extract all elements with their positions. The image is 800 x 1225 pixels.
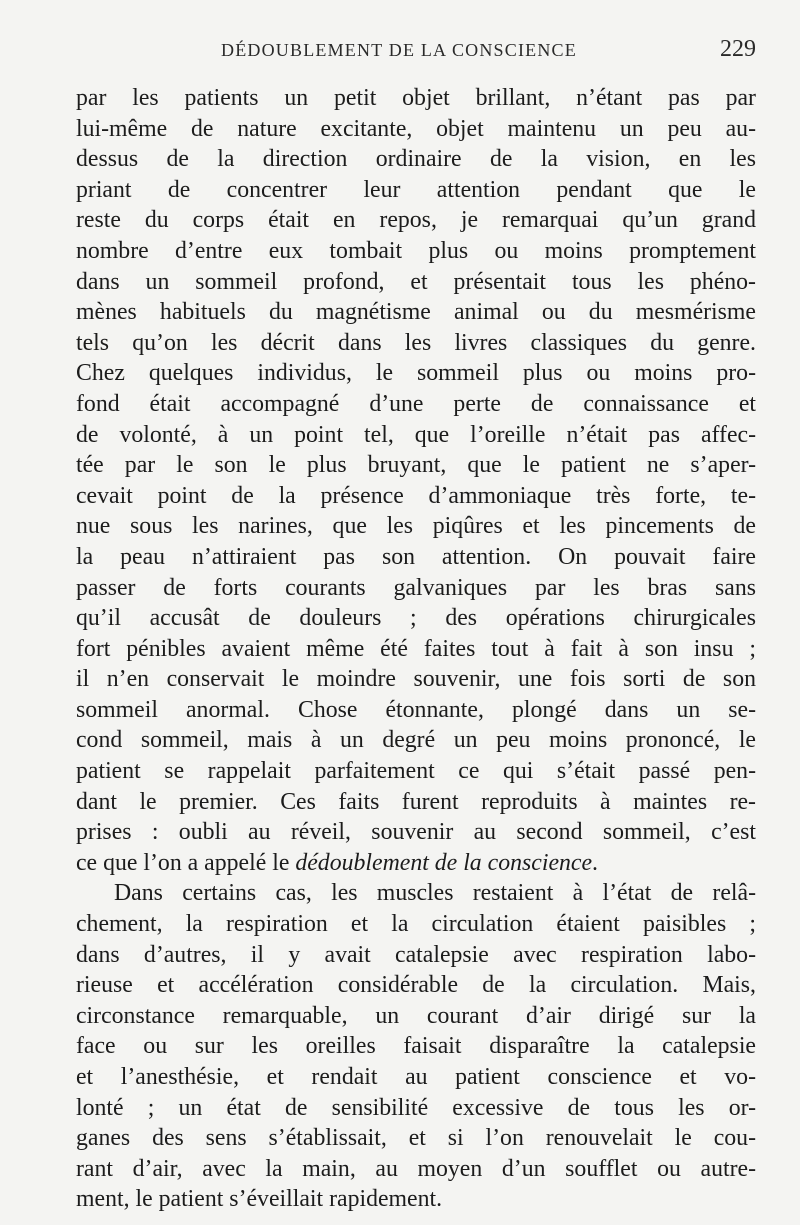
- text-line: nue sous les narines, que les piqûres et les pincements de: [76, 513, 756, 540]
- text-line: dant le premier. Ces faits furent reproduits à maintes re-: [76, 788, 756, 815]
- text-line-paragraph-end: [76, 848, 756, 879]
- text-line: de volonté, à un point tel, que l’oreille n’était pas affec-: [76, 421, 756, 448]
- text-segment: .: [592, 849, 598, 876]
- text-line: ganes des sens s’établissait, et si l’on renouvelait le cou-: [76, 1125, 756, 1152]
- text-line: rant d’air, avec la main, au moyen d’un soufflet ou autre-: [76, 1155, 756, 1182]
- text-line: tée par le son le plus bruyant, que le patient ne s’aper-: [76, 452, 756, 479]
- text-line: sommeil anormal. Chose étonnante, plongé dans un se-: [76, 696, 756, 723]
- text-line: mènes habituels du magnétisme animal ou du mesmérisme: [76, 299, 756, 326]
- text-line: fond était accompagné d’une perte de connaissance et: [76, 390, 756, 417]
- italic-phrase: dédoublement de la conscience: [295, 849, 593, 876]
- text-line: face ou sur les oreilles faisait disparaître la catalepsie: [76, 1033, 756, 1060]
- running-title: DÉDOUBLEMENT DE LA CONSCIENCE: [221, 40, 577, 60]
- text-line: dessus de la direction ordinaire de la vision, en les: [76, 146, 756, 173]
- text-line: cond sommeil, mais à un degré un peu moins prononcé, le: [76, 727, 756, 754]
- text-line: Chez quelques individus, le sommeil plus ou moins pro-: [76, 360, 756, 387]
- text-line: prises : oubli au réveil, souvenir au second sommeil, c’est: [76, 819, 756, 846]
- body-text: [76, 83, 756, 1215]
- text-line: la peau n’attiraient pas son attention. On pouvait faire: [76, 543, 756, 570]
- text-line: dans un sommeil profond, et présentait tous les phéno-: [76, 268, 756, 295]
- text-line: et l’anesthésie, et rendait au patient conscience et vo-: [76, 1064, 756, 1090]
- text-line: priant de concentrer leur attention pendant que le: [76, 176, 756, 203]
- text-line: circonstance remarquable, un courant d’air dirigé sur la: [76, 1002, 756, 1029]
- text-line: nombre d’entre eux tombait plus ou moins promptement: [76, 237, 756, 264]
- text-line: cevait point de la présence d’ammoniaque très forte, te-: [76, 482, 756, 509]
- text-line: qu’il accusât de douleurs ; des opérations chirurgicales: [76, 605, 756, 632]
- text-segment: ce que l’on a appelé le: [76, 849, 296, 876]
- page-number: 229: [720, 36, 756, 62]
- text-line: passer de forts courants galvaniques par les bras sans: [76, 574, 756, 601]
- text-line: rieuse et accélération considérable de la circulation. Mais,: [76, 972, 756, 999]
- text-line: patient se rappelait parfaitement ce qui s’était passé pen-: [76, 758, 756, 785]
- text-line: par les patients un petit objet brillant, n’étant pas par: [76, 85, 756, 111]
- text-line-paragraph-end: ment, le patient s’éveillait rapidement.: [76, 1186, 443, 1213]
- page-header: [76, 36, 756, 66]
- text-line: lonté ; un état de sensibilité excessive de tous les or-: [76, 1094, 756, 1121]
- text-line: fort pénibles avaient même été faites tout à fait à son insu ;: [76, 635, 756, 662]
- text-line: chement, la respiration et la circulation étaient paisibles ;: [76, 911, 756, 938]
- text-line: lui-même de nature excitante, objet maintenu un peu au-: [76, 115, 756, 142]
- text-line: dans d’autres, il y avait catalepsie avec respiration labo-: [76, 941, 756, 968]
- text-line: reste du corps était en repos, je remarquai qu’un grand: [76, 207, 756, 234]
- text-line: il n’en conservait le moindre souvenir, une fois sorti de son: [76, 666, 756, 693]
- text-line-paragraph-start: Dans certains cas, les muscles restaient à l’état de relâ-: [114, 880, 756, 907]
- text-line: tels qu’on les décrit dans les livres classiques du genre.: [76, 329, 756, 356]
